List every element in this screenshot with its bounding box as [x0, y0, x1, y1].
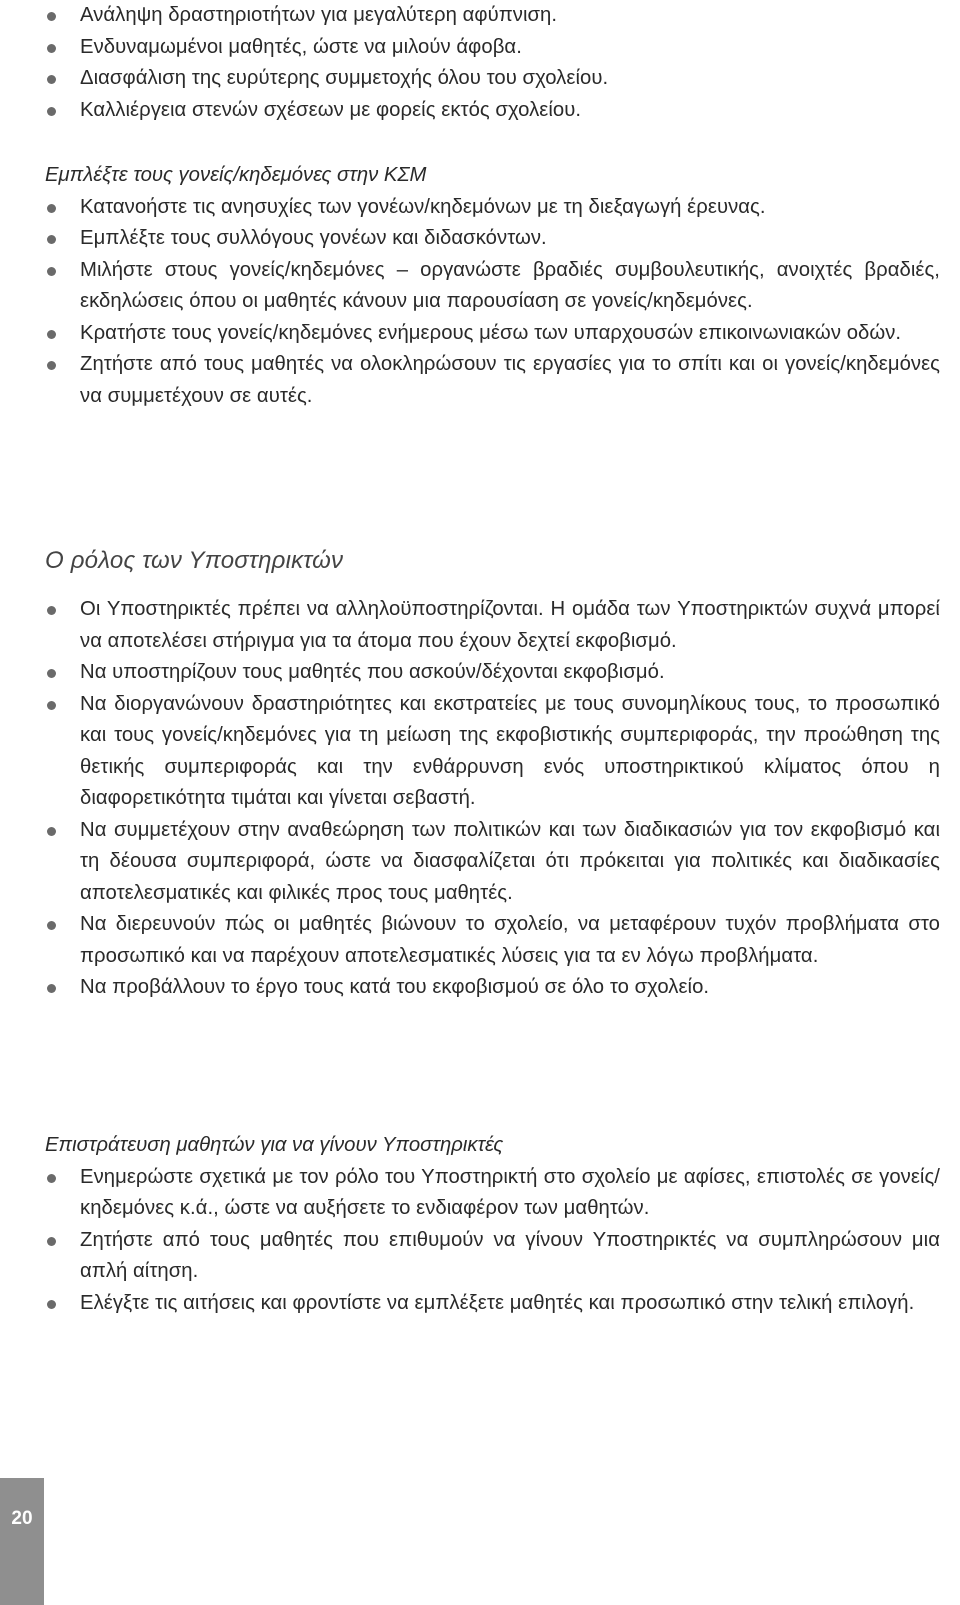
- bullet-icon: [47, 701, 56, 710]
- bullet-icon: [47, 827, 56, 836]
- bullet-icon: [47, 44, 56, 53]
- list-item: Να διερευνούν πώς οι μαθητές βιώνουν το σχολείο, να μεταφέρουν τυχόν προβλήματα στο προσωπικό και να παρέχουν αποτελεσματικές λύσεις για τα εν λόγω προβλήματα.: [45, 909, 940, 972]
- bullet-icon: [47, 921, 56, 930]
- bullet-icon: [47, 606, 56, 615]
- list-item: Ανάληψη δραστηριοτήτων για μεγαλύτερη αφύπνιση.: [45, 0, 940, 32]
- recruitment-section: [45, 1130, 940, 1319]
- parents-subheading: Εμπλέξτε τους γονείς/κηδεμόνες στην ΚΣΜ: [45, 164, 427, 186]
- list-item: Ελέγξτε τις αιτήσεις και φροντίστε να εμπλέξετε μαθητές και προσωπικό στην τελική επιλογή.: [45, 1288, 940, 1320]
- section-title: Ο ρόλος των Υποστηρικτών: [45, 547, 344, 574]
- list-item: Κατανοήστε τις ανησυχίες των γονέων/κηδεμόνων με τη διεξαγωγή έρευνας.: [45, 192, 940, 224]
- parents-section: [45, 160, 940, 412]
- bullet-icon: [47, 361, 56, 370]
- parents-bullet-list: [45, 192, 940, 413]
- bullet-icon: [47, 1237, 56, 1246]
- list-item: Εμπλέξτε τους συλλόγους γονέων και διδασκόντων.: [45, 223, 940, 255]
- bullet-icon: [47, 1174, 56, 1183]
- list-item: Να προβάλλουν το έργο τους κατά του εκφοβισμού σε όλο το σχολείο.: [45, 972, 940, 1004]
- recruitment-bullet-list: [45, 1162, 940, 1320]
- list-item: Διασφάλιση της ευρύτερης συμμετοχής όλου του σχολείου.: [45, 63, 940, 95]
- top-bullet-list: [45, 0, 940, 126]
- list-item: Να διοργανώνουν δραστηριότητες και εκστρατείες με τους συνομηλίκους τους, το προσωπικό και τους γονείς/κηδεμόνες για τη μείωση της εκφοβιστικής συμπεριφοράς, την προώθηση της θετικής συμπεριφοράς και την ενθάρρυνση ενός υποστηρικτικού κλίματος όπου η διαφορετικότητα τιμάται και γίνεται σεβαστή.: [45, 689, 940, 815]
- page-number-tab: [0, 1478, 44, 1605]
- list-item: Ενημερώστε σχετικά με τον ρόλο του Υποστηρικτή στο σχολείο με αφίσες, επιστολές σε γονείς/κηδεμόνες κ.ά., ώστε να αυξήσετε το ενδιαφέρον των μαθητών.: [45, 1162, 940, 1225]
- bullet-icon: [47, 235, 56, 244]
- bullet-icon: [47, 204, 56, 213]
- list-item: Οι Υποστηρικτές πρέπει να αλληλοϋποστηρίζονται. Η ομάδα των Υποστηρικτών συχνά μπορεί να αποτελέσει στήριγμα για τα άτομα που έχουν δεχτεί εκφοβισμό.: [45, 594, 940, 657]
- supporters-list-block: [45, 594, 940, 1004]
- bullet-icon: [47, 267, 56, 276]
- top-bullet-list-block: [45, 0, 940, 126]
- list-item: Κρατήστε τους γονείς/κηδεμόνες ενήμερους μέσω των υπαρχουσών επικοινωνιακών οδών.: [45, 318, 940, 350]
- list-item: Ενδυναμωμένοι μαθητές, ώστε να μιλούν άφοβα.: [45, 32, 940, 64]
- recruitment-subheading: Επιστράτευση μαθητών για να γίνουν Υποστηρικτές: [45, 1134, 504, 1156]
- bullet-icon: [47, 1300, 56, 1309]
- bullet-icon: [47, 984, 56, 993]
- bullet-icon: [47, 330, 56, 339]
- list-item: Να συμμετέχουν στην αναθεώρηση των πολιτικών και των διαδικασιών για τον εκφοβισμό και τη δέουσα συμπεριφορά, ώστε να διασφαλίζεται ότι πρόκειται για πολιτικές και διαδικασίες αποτελεσματικές και φιλικές προς τους μαθητές.: [45, 815, 940, 910]
- bullet-icon: [47, 669, 56, 678]
- bullet-icon: [47, 75, 56, 84]
- supporters-bullet-list: [45, 594, 940, 1004]
- list-item: Μιλήστε στους γονείς/κηδεμόνες – οργανώστε βραδιές συμβουλευτικής, ανοιχτές βραδιές, εκδηλώσεις όπου οι μαθητές κάνουν μια παρουσίαση σε γονείς/κηδεμόνες.: [45, 255, 940, 318]
- bullet-icon: [47, 107, 56, 116]
- list-item: Να υποστηρίζουν τους μαθητές που ασκούν/δέχονται εκφοβισμό.: [45, 657, 940, 689]
- list-item: Καλλιέργεια στενών σχέσεων με φορείς εκτός σχολείου.: [45, 95, 940, 127]
- bullet-icon: [47, 12, 56, 21]
- list-item: Ζητήστε από τους μαθητές που επιθυμούν να γίνουν Υποστηρικτές να συμπληρώσουν μια απλή αίτηση.: [45, 1225, 940, 1288]
- page-number: 20: [11, 1508, 33, 1529]
- list-item: Ζητήστε από τους μαθητές να ολοκληρώσουν τις εργασίες για το σπίτι και οι γονείς/κηδεμόνες να συμμετέχουν σε αυτές.: [45, 349, 940, 412]
- supporters-section: [45, 545, 940, 577]
